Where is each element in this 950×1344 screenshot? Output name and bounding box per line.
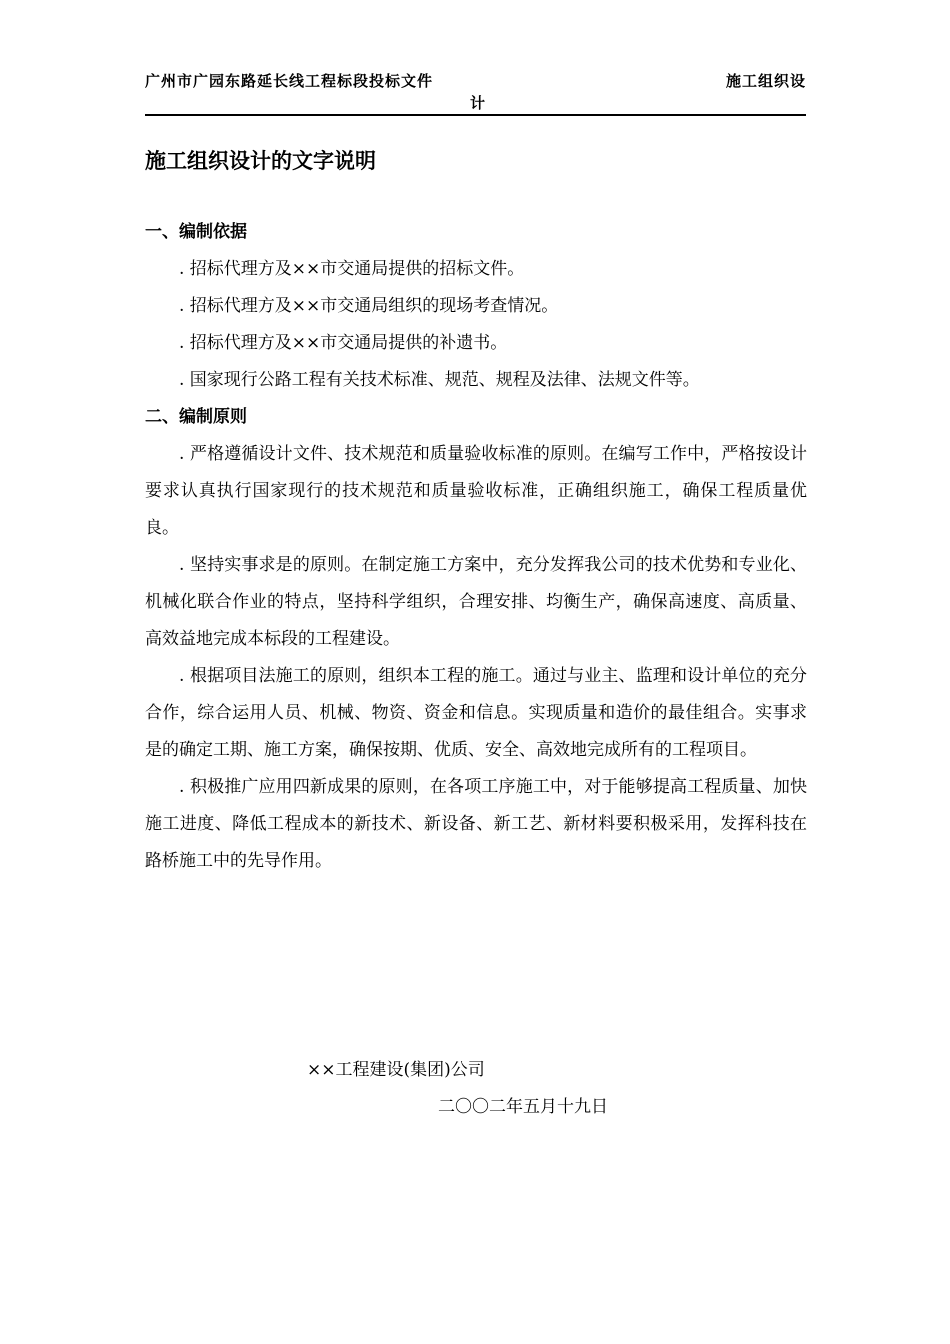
company-signature: ××工程建设(集团)公司 xyxy=(307,1060,485,1080)
list-item: . 严格遵循设计文件、技术规范和质量验收标准的原则。在编写工作中，严格按设计要求认真执行国家现行的技术规范和质量验收标准，正确组织施工，确保工程质量优良。 xyxy=(145,444,807,538)
section-heading: 二、编制原则 xyxy=(145,407,247,427)
header-section-name: 施工组织设 xyxy=(725,72,806,90)
list-item: . 国家现行公路工程有关技术标准、规范、规程及法律、法规文件等。 xyxy=(179,370,700,390)
section-heading: 一、编制依据 xyxy=(145,222,247,242)
list-item: . 招标代理方及××市交通局提供的招标文件。 xyxy=(179,259,525,279)
document-body xyxy=(145,214,807,880)
list-item: . 坚持实事求是的原则。在制定施工方案中，充分发挥我公司的技术优势和专业化、机械化联合作业的特点，坚持科学组织，合理安排、均衡生产，确保高速度、高质量、高效益地完成本标段的工程建设。 xyxy=(145,555,807,649)
list-item: . 招标代理方及××市交通局组织的现场考查情况。 xyxy=(179,296,559,316)
page-header xyxy=(145,66,806,116)
header-section-name-continuation: 计 xyxy=(470,94,487,112)
document-title: 施工组织设计的文字说明 xyxy=(145,149,376,173)
signature-date: 二〇〇二年五月十九日 xyxy=(438,1097,608,1117)
list-item: . 积极推广应用四新成果的原则，在各项工序施工中，对于能够提高工程质量、加快施工进度、降低工程成本的新技术、新设备、新工艺、新材料要积极采用，发挥科技在路桥施工中的先导作用。 xyxy=(145,777,807,871)
list-item: . 招标代理方及××市交通局提供的补遗书。 xyxy=(179,333,508,353)
section-basis xyxy=(145,214,807,399)
header-document-name: 广州市广园东路延长线工程标段投标文件 xyxy=(145,72,434,90)
section-principles xyxy=(145,399,807,880)
list-item: . 根据项目法施工的原则，组织本工程的施工。通过与业主、监理和设计单位的充分合作，综合运用人员、机械、物资、资金和信息。实现质量和造价的最佳组合。实事求是的确定工期、施工方案，确保按期、优质、安全、高效地完成所有的工程项目。 xyxy=(145,666,807,760)
